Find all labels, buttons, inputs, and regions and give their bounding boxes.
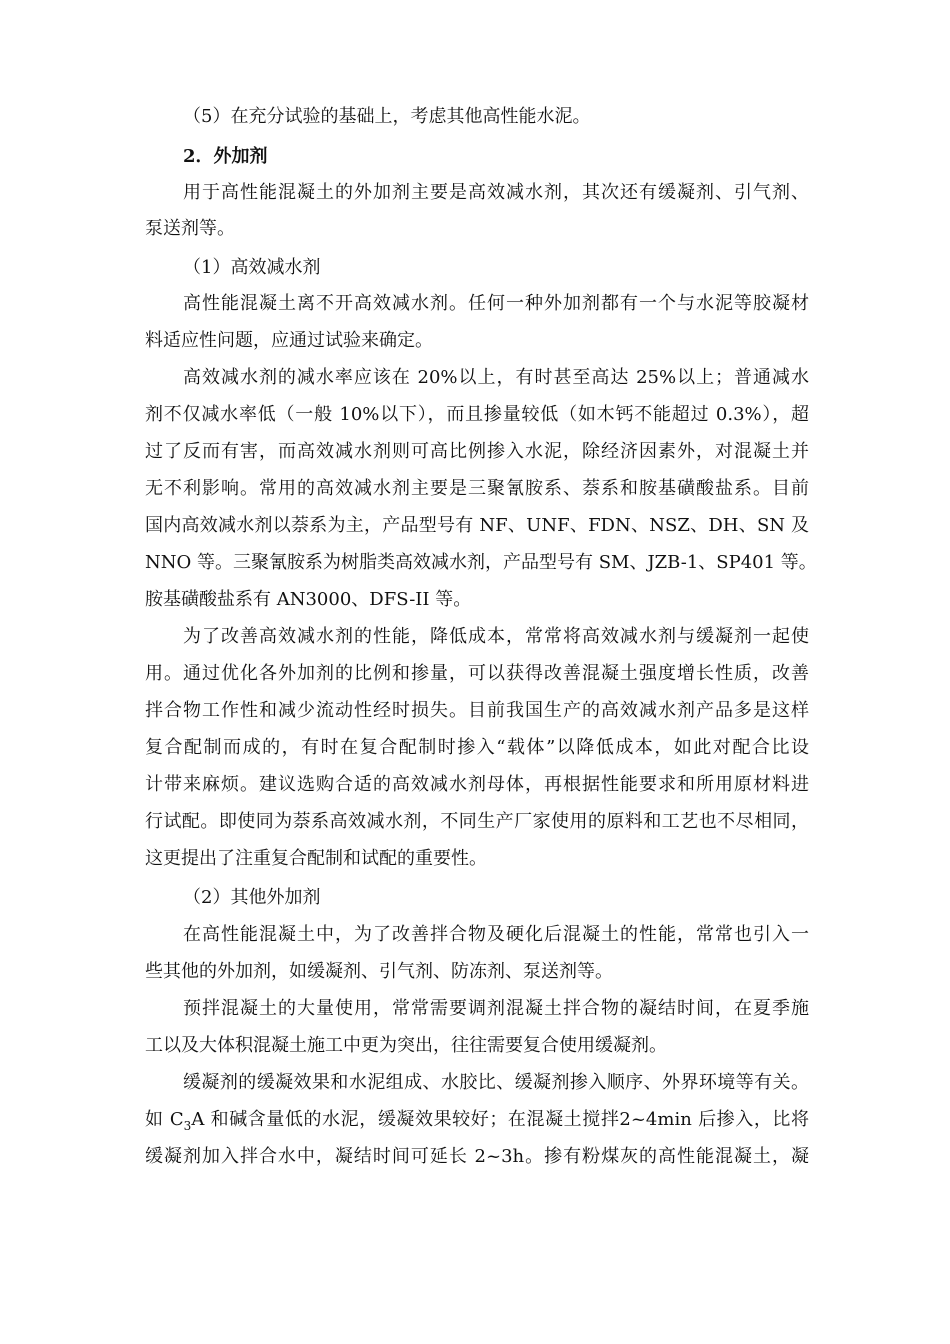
paragraph-line: 无不利影响。常用的高效减水剂主要是三聚氰胺系、萘系和胺基磺酸盐系。目前 bbox=[145, 478, 809, 499]
paragraph-line: 缓凝剂加入拌合水中，凝结时间可延长 2~3h。掺有粉煤灰的高性能混凝土，凝 bbox=[145, 1146, 809, 1167]
paragraph-line: 拌合物工作性和减少流动性经时损失。目前我国生产的高效减水剂产品多是这样 bbox=[145, 700, 809, 721]
paragraph-line: 这更提出了注重复合配制和试配的重要性。 bbox=[145, 848, 487, 869]
paragraph-line: 计带来麻烦。建议选购合适的高效减水剂母体，再根据性能要求和所用原材料进 bbox=[145, 774, 809, 795]
paragraph-line: 为了改善高效减水剂的性能，降低成本，常常将高效减水剂与缓凝剂一起使 bbox=[183, 626, 809, 647]
paragraph-line: 国内高效减水剂以萘系为主，产品型号有 NF、UNF、FDN、NSZ、DH、SN 及 bbox=[145, 515, 809, 536]
paragraph-line: 胺基磺酸盐系有 AN3000、DFS-II 等。 bbox=[145, 589, 472, 610]
paragraph-line: 用。通过优化各外加剂的比例和掺量，可以获得改善混凝土强度增长性质，改善 bbox=[145, 663, 809, 684]
paragraph-line: 些其他的外加剂，如缓凝剂、引气剂、防冻剂、泵送剂等。 bbox=[145, 961, 613, 982]
paragraph-line: 料适应性问题，应通过试验来确定。 bbox=[145, 330, 433, 351]
paragraph-line: 复合配制而成的，有时在复合配制时掺入“载体”以降低成本，如此对配合比设 bbox=[145, 737, 809, 758]
paragraph-line: 剂不仅减水率低（一般 10%以下），而且掺量较低（如木钙不能超过 0.3%），超 bbox=[145, 404, 809, 425]
c3a-prefix: 如 C bbox=[145, 1109, 184, 1130]
paragraph-line: 泵送剂等。 bbox=[145, 218, 235, 239]
paragraph-line: 行试配。即使同为萘系高效减水剂，不同生产厂家使用的原料和工艺也不尽相同， bbox=[145, 811, 809, 832]
list-item: （5）在充分试验的基础上，考虑其他高性能水泥。 bbox=[183, 106, 591, 127]
paragraph-line: 缓凝剂的缓凝效果和水泥组成、水胶比、缓凝剂掺入顺序、外界环境等有关。 bbox=[183, 1072, 809, 1093]
paragraph-line: 高性能混凝土离不开高效减水剂。任何一种外加剂都有一个与水泥等胶凝材 bbox=[183, 293, 809, 314]
paragraph-line-c3a bbox=[0, 1105, 950, 1135]
paragraph-line: 高效减水剂的减水率应该在 20%以上，有时甚至高达 25%以上；普通减水 bbox=[183, 367, 809, 388]
paragraph-line: 过了反而有害，而高效减水剂则可高比例掺入水泥，除经济因素外，对混凝土并 bbox=[145, 441, 809, 462]
paragraph-line: 用于高性能混凝土的外加剂主要是高效减水剂，其次还有缓凝剂、引气剂、 bbox=[183, 182, 809, 203]
paragraph-line: 工以及大体积混凝土施工中更为突出，往往需要复合使用缓凝剂。 bbox=[145, 1035, 667, 1056]
subsection-heading: （2）其他外加剂 bbox=[183, 887, 321, 908]
paragraph-line: 预拌混凝土的大量使用，常常需要调剂混凝土拌合物的凝结时间，在夏季施 bbox=[183, 998, 809, 1019]
paragraph-line: 在高性能混凝土中，为了改善拌合物及硬化后混凝土的性能，常常也引入一 bbox=[183, 924, 809, 945]
c3a-subscript: 3 bbox=[183, 1119, 192, 1133]
section-heading: 2．外加剂 bbox=[183, 146, 268, 167]
paragraph-line: NNO 等。三聚氰胺系为树脂类高效减水剂，产品型号有 SM、JZB-1、SP401 等。 bbox=[145, 552, 817, 573]
c3a-suffix: A 和碱含量低的水泥，缓凝效果较好；在混凝土搅拌2~4min 后掺入，比将 bbox=[191, 1109, 810, 1130]
subsection-heading: （1）高效减水剂 bbox=[183, 257, 321, 278]
